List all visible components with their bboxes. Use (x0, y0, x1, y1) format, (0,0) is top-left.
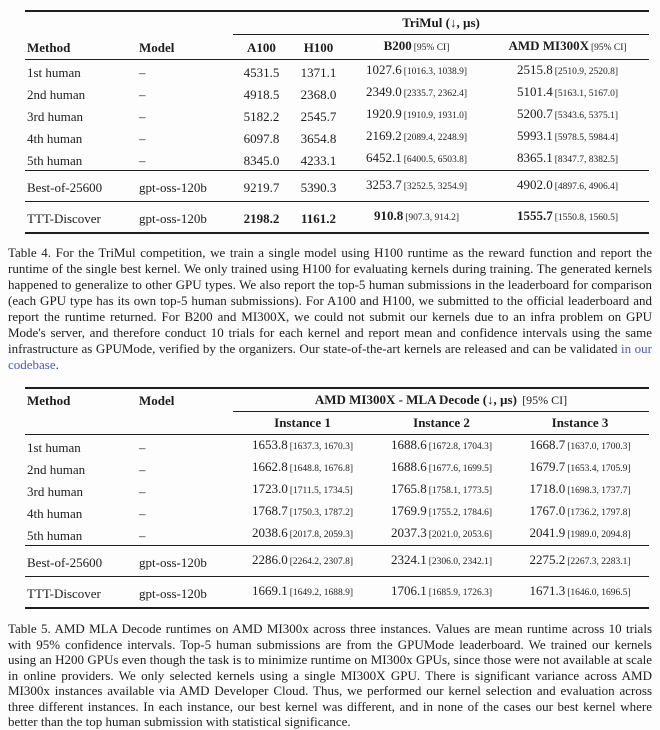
cell-value: 2324.1 (390, 552, 427, 567)
cell-instance3 (511, 546, 649, 577)
cell-method: 4th human (27, 506, 83, 521)
cell-b200 (347, 148, 486, 171)
cell-b200 (347, 171, 486, 202)
cell-mi300x (486, 82, 649, 104)
cell-value: 8365.1 (516, 150, 553, 165)
cell-instance1 (233, 523, 372, 546)
cell-b200 (347, 104, 486, 126)
table-row (25, 126, 649, 148)
table-row (25, 82, 649, 104)
caption-label: Table 4. (8, 245, 52, 260)
cell-instance2 (372, 479, 511, 501)
cell-ci: [4897.6, 4906.4] (554, 182, 619, 192)
cell-ci: [2021.0, 2053.6] (428, 530, 493, 540)
cell-ci: [2335.7, 2362.4] (403, 89, 468, 99)
cell-value: 1662.8 (251, 459, 288, 474)
cell-method: 5th human (27, 528, 83, 543)
cell-model: – (139, 506, 146, 521)
table5-column-header-row (25, 412, 649, 435)
cell-value: 1027.6 (365, 62, 402, 77)
cell-instance2 (372, 577, 511, 609)
cell-method: Best-of-25600 (25, 546, 137, 577)
cell-model: gpt-oss-120b (137, 577, 233, 609)
table-row-best-of (25, 171, 649, 202)
codebase-link[interactable]: in our codebase (8, 341, 652, 372)
cell-ci: [5163.1, 5167.0] (554, 89, 619, 99)
cell-value: 1668.7 (529, 437, 566, 452)
col-label: B200 (383, 38, 412, 53)
cell-mi300x (486, 60, 649, 83)
cell-ci: [5978.5, 5984.4] (554, 133, 619, 143)
cell-value: 910.8 (373, 208, 404, 223)
table4-col-mi300x (486, 35, 649, 60)
cell-value: 1671.3 (529, 583, 566, 598)
cell-value: 1768.7 (251, 503, 288, 518)
ci-label: [95% CI] (590, 43, 627, 53)
cell-ci: [2089.4, 2248.9] (403, 133, 468, 143)
cell-instance3 (511, 435, 649, 458)
cell-model: – (139, 131, 146, 146)
cell-ci: [1698.3, 1737.7] (567, 486, 631, 496)
cell-a100: 6097.8 (243, 131, 280, 146)
cell-h100: 2545.7 (300, 109, 337, 124)
cell-method: 3rd human (27, 484, 83, 499)
cell-instance3 (511, 501, 649, 523)
cell-a100: 9219.7 (233, 171, 290, 202)
table-row-ttt-discover (25, 577, 649, 609)
cell-ci: [3252.5, 3254.9] (403, 182, 468, 192)
cell-model: – (139, 109, 146, 124)
group-label: AMD MI300X - MLA Decode (↓, µs) (314, 392, 517, 407)
cell-instance3 (511, 457, 649, 479)
cell-value: 1765.8 (390, 481, 427, 496)
cell-h100: 2368.0 (300, 87, 337, 102)
cell-instance2 (372, 435, 511, 458)
cell-instance2 (372, 523, 511, 546)
cell-ci: [907.3, 914.2] (405, 213, 460, 223)
cell-ci: [6400.5, 6503.8] (403, 155, 468, 165)
cell-value: 2041.9 (529, 525, 566, 540)
cell-a100: 4918.5 (243, 87, 280, 102)
cell-model: – (139, 65, 146, 80)
cell-b200 (347, 202, 486, 234)
table5-col-instance2: Instance 2 (372, 412, 511, 435)
cell-model: – (139, 528, 146, 543)
cell-value: 4902.0 (516, 177, 553, 192)
cell-method: 4th human (27, 131, 83, 146)
cell-instance1 (233, 435, 372, 458)
cell-ci: [5343.6, 5375.1] (554, 111, 619, 121)
table5-col-instance3: Instance 3 (511, 412, 649, 435)
cell-value: 2038.6 (251, 525, 288, 540)
cell-method: 2nd human (27, 462, 86, 477)
cell-h100: 1371.1 (300, 65, 337, 80)
cell-value: 2286.0 (251, 552, 288, 567)
cell-value: 1769.9 (390, 503, 427, 518)
cell-a100: 8345.0 (243, 153, 280, 168)
table-row-ttt-discover (25, 202, 649, 234)
table4-trimul (25, 10, 649, 234)
cell-ci: [1750.3, 1787.2] (289, 508, 354, 518)
cell-value: 1555.7 (516, 208, 553, 223)
table4-group-header-row (25, 11, 649, 35)
cell-model: – (139, 440, 146, 455)
cell-ci: [1653.4, 1705.9] (567, 464, 631, 474)
cell-b200 (347, 60, 486, 83)
cell-ci: [2267.3, 2283.1] (567, 557, 631, 567)
cell-instance2 (372, 546, 511, 577)
cell-mi300x (486, 126, 649, 148)
cell-mi300x (486, 148, 649, 171)
cell-ci: [1736.2, 1797.8] (567, 508, 631, 518)
cell-model: gpt-oss-120b (137, 171, 233, 202)
col-label: AMD MI300X (508, 38, 589, 53)
cell-instance1 (233, 546, 372, 577)
cell-method: 5th human (27, 153, 83, 168)
cell-h100: 3654.8 (300, 131, 337, 146)
table5-mla-decode (25, 387, 649, 609)
cell-method: TTT-Discover (25, 577, 137, 609)
cell-ci: [1016.3, 1038.9] (403, 67, 468, 77)
cell-a100: 4531.5 (243, 65, 280, 80)
cell-model: – (139, 87, 146, 102)
cell-value: 1718.0 (529, 481, 566, 496)
ci-label: [95% CI] (413, 43, 450, 53)
table5-col-model: Model (139, 392, 175, 408)
table4-col-a100: A100 (233, 35, 290, 60)
cell-instance1 (233, 501, 372, 523)
cell-value: 1920.9 (365, 106, 402, 121)
cell-model: gpt-oss-120b (137, 202, 233, 234)
table5-col-instance1: Instance 1 (233, 412, 372, 435)
table4-col-method: Method (25, 35, 137, 60)
cell-ci: [8347.7, 8382.5] (554, 155, 619, 165)
cell-instance2 (372, 501, 511, 523)
cell-model: – (139, 484, 146, 499)
cell-ci: [2510.9, 2520.8] (554, 67, 619, 77)
table5-col-method: Method (27, 392, 71, 408)
table5-group-header (233, 388, 649, 412)
cell-value: 2169.2 (365, 128, 402, 143)
cell-method: 1st human (27, 65, 81, 80)
cell-h100: 4233.1 (300, 153, 337, 168)
cell-value: 1669.1 (251, 583, 288, 598)
table-row (25, 457, 649, 479)
cell-ci: [2306.0, 2342.1] (428, 557, 493, 567)
cell-value: 1723.0 (252, 481, 288, 496)
cell-value: 5993.1 (516, 128, 553, 143)
cell-value: 2275.2 (529, 552, 566, 567)
table4-col-model: Model (137, 35, 233, 60)
cell-instance2 (372, 457, 511, 479)
caption-body: For the TriMul competition, we train a single model using H100 runtime as the reward function and report the runtime of the single best kernel. We only trained using H100 for evaluating kernels during training. The generated kernels happened to generalize to other GPU types. We also report the top-5 human submissions in the leaderboard for comparison (each GPU type has its own top-5 human submissions). For A100 and H100, we submitted to the official leaderboard and report the runtime returned. For B200 and MI300X, we could not submit our kernels due to an infra problem on GPU Mode's server, and therefore conduct 10 trials for each kernel and report mean and confidence intervals using the same infrastructure as GPUMode, verified by the organizers. Our state-of-the-art kernels are released and can be validated (8, 245, 652, 356)
table5-caption (8, 621, 652, 730)
cell-value: 5101.4 (516, 84, 553, 99)
cell-a100: 2198.2 (233, 202, 290, 234)
table-row (25, 501, 649, 523)
cell-instance3 (511, 523, 649, 546)
cell-ci: [1550.8, 1560.5] (554, 213, 619, 223)
table-row (25, 60, 649, 83)
cell-model: gpt-oss-120b (137, 546, 233, 577)
cell-method: TTT-Discover (25, 202, 137, 234)
ci-label: [95% CI] (522, 393, 568, 407)
caption-body: AMD MLA Decode runtimes on AMD MI300x across three instances. Values are mean runtime across 10 trials with 95% confidence intervals. Top-5 human submissions are from the GPUMode leaderboard. We trained our kernels using an H200 GPUs even though the task is to minimize runtime on MI300x GPUs, since those were not available at scale in online providers. We only selected kernels using a single MI300X GPU. There is significant variance across AMD MI300x instances available via AMD Developer Cloud. Thus, we performed our kernel selection and evaluation across three different instances. In each instance, our best kernel was different, and in none of the cases our best kernel where better than the top human submission with statistical significance. (8, 621, 652, 729)
cell-instance3 (511, 479, 649, 501)
cell-ci: [1672.8, 1704.3] (428, 442, 493, 452)
cell-ci: [1649.2, 1688.9] (289, 588, 354, 598)
cell-model: – (139, 462, 146, 477)
cell-method: 2nd human (27, 87, 86, 102)
cell-model: – (139, 153, 146, 168)
cell-ci: [1755.2, 1784.6] (428, 508, 493, 518)
cell-ci: [1685.9, 1726.3] (428, 588, 493, 598)
cell-h100: 5390.3 (290, 171, 347, 202)
cell-instance1 (233, 457, 372, 479)
cell-mi300x (486, 171, 649, 202)
cell-instance1 (233, 577, 372, 609)
cell-b200 (347, 126, 486, 148)
blank-cell (137, 412, 233, 435)
cell-ci: [2017.8, 2059.3] (289, 530, 354, 540)
cell-a100: 5182.2 (243, 109, 280, 124)
table-row (25, 104, 649, 126)
caption-label: Table 5. (8, 621, 51, 636)
table-row (25, 148, 649, 171)
table4-group-header: TriMul (↓, µs) (233, 11, 649, 35)
cell-value: 1706.1 (390, 583, 427, 598)
table4-col-h100: H100 (290, 35, 347, 60)
cell-ci: [1637.3, 1670.3] (289, 442, 354, 452)
table-row (25, 479, 649, 501)
cell-mi300x (486, 202, 649, 234)
cell-value: 1679.7 (529, 459, 566, 474)
cell-ci: [1646.0, 1696.5] (567, 588, 631, 598)
blank-cell (25, 11, 233, 35)
cell-instance3 (511, 577, 649, 609)
cell-value: 3253.7 (365, 177, 402, 192)
cell-method: Best-of-25600 (25, 171, 137, 202)
cell-value: 1688.6 (390, 459, 427, 474)
cell-value: 1653.8 (251, 437, 288, 452)
cell-instance1 (233, 479, 372, 501)
cell-ci: [1648.8, 1676.8] (289, 464, 354, 474)
cell-ci: [1910.9, 1931.0] (403, 111, 468, 121)
caption-suffix: . (55, 357, 59, 372)
cell-h100: 1161.2 (290, 202, 347, 234)
cell-ci: [1637.0, 1700.3] (567, 442, 631, 452)
cell-method: 1st human (27, 440, 81, 455)
cell-ci: [1711.5, 1734.5] (289, 486, 353, 496)
cell-value: 5200.7 (516, 106, 553, 121)
cell-value: 2037.3 (390, 525, 427, 540)
cell-method: 3rd human (27, 109, 83, 124)
blank-cell (25, 412, 137, 435)
cell-b200 (347, 82, 486, 104)
cell-mi300x (486, 104, 649, 126)
cell-value: 2349.0 (365, 84, 402, 99)
cell-value: 1767.0 (529, 503, 566, 518)
cell-ci: [2264.2, 2307.8] (289, 557, 354, 567)
cell-ci: [1677.6, 1699.5] (428, 464, 493, 474)
cell-ci: [1758.1, 1773.5] (428, 486, 493, 496)
cell-value: 1688.6 (390, 437, 427, 452)
table5-group-header-row (25, 388, 649, 412)
cell-value: 2515.8 (516, 62, 553, 77)
table4-column-header-row (25, 35, 649, 60)
table-row (25, 523, 649, 546)
table4-caption (8, 245, 652, 373)
table4-col-b200 (347, 35, 486, 60)
cell-value: 6452.1 (365, 150, 402, 165)
table-row-best-of (25, 546, 649, 577)
table-row (25, 435, 649, 458)
cell-ci: [1989.0, 2094.8] (567, 530, 631, 540)
